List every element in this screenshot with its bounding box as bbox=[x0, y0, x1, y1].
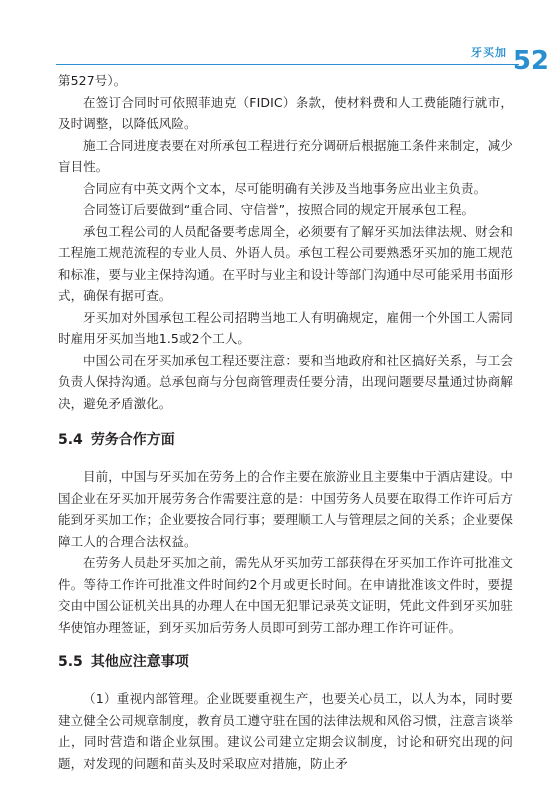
section-heading-5-5 bbox=[58, 652, 513, 672]
paragraph-continued: 第527号）。 bbox=[58, 73, 127, 88]
paragraph: 施工合同进度表要在对所承包工程进行充分调研后根据施工条件来制定，减少盲目性。 bbox=[58, 137, 513, 174]
paragraph: 在签订合同时可依照菲迪克（FIDIC）条款，使材料费和人工费能随行就市，及时调整，以降低风险。 bbox=[58, 94, 513, 131]
paragraph: 合同应有中英文两个文本，尽可能明确有关涉及当地事务应出业主负责。 bbox=[83, 180, 487, 196]
page-number: 52 bbox=[512, 46, 549, 76]
page-body bbox=[58, 70, 513, 774]
section-number: 5.4 bbox=[58, 432, 83, 448]
paragraph: 承包工程公司的人员配备要考虑周全，必须要有了解牙买加法律法规、财会和工程施工规范流程的专业人员、外语人员。承包工程公司要熟悉牙买加的施工规范和标准，要与业主保持沟通。在平时与业主和设计等部门沟通中尽可能采用书面形式，确保有据可查。 bbox=[58, 223, 513, 303]
paragraph: 中国公司在牙买加承包工程还要注意：要和当地政府和社区搞好关系，与工会负责人保持沟通。总承包商与分包商管理责任要分清，出现问题要尽量通过协商解决，避免矛盾激化。 bbox=[58, 352, 513, 411]
page-header bbox=[0, 0, 559, 80]
paragraph: 在劳务人员赴牙买加之前，需先从牙买加劳工部获得在牙买加工作许可批准文件。等待工作许可批准文件时间约2个月或更长时间。在申请批准该文件时，要提交由中国公证机关出具的办理人在中国无犯罪记录英文证明，凭此文件到牙买加驻华使馆办理签证，到牙买加后劳务人员即可到劳工部办理工作许可证件。 bbox=[58, 555, 513, 635]
header-rule bbox=[56, 64, 519, 65]
section-heading-5-4 bbox=[58, 430, 513, 450]
section-number: 5.5 bbox=[58, 654, 83, 670]
paragraph: 牙买加对外国承包工程公司招聘当地工人有明确规定，雇佣一个外国工人需同时雇用牙买加当地1.5或2个工人。 bbox=[58, 309, 513, 346]
paragraph: 合同签订后要做到“重合同、守信誉”，按照合同的规定开展承包工程。 bbox=[83, 202, 475, 217]
section-title: 劳务合作方面 bbox=[90, 432, 175, 448]
running-title: 牙买加 bbox=[471, 46, 507, 59]
paragraph: （1）重视内部管理。企业既要重视生产，也要关心员工，以人为本，同时要建立健全公司规章制度，教育员工遵守驻在国的法律法规和风俗习惯，注意言谈举止，同时营造和谐企业氛围。建议公司建立定期会议制度，讨论和研究出现的问题，对发现的问题和苗头及时采取应对措施，防止矛 bbox=[58, 691, 513, 771]
section-title: 其他应注意事项 bbox=[90, 654, 189, 670]
paragraph: 目前，中国与牙买加在劳务上的合作主要在旅游业且主要集中于酒店建设。中国企业在牙买加开展劳务合作需要注意的是：中国劳务人员要在取得工作许可后方能到牙买加工作；企业要按合同行事；要理顺工人与管理层之间的关系；企业要保障工人的合理合法权益。 bbox=[58, 469, 513, 549]
